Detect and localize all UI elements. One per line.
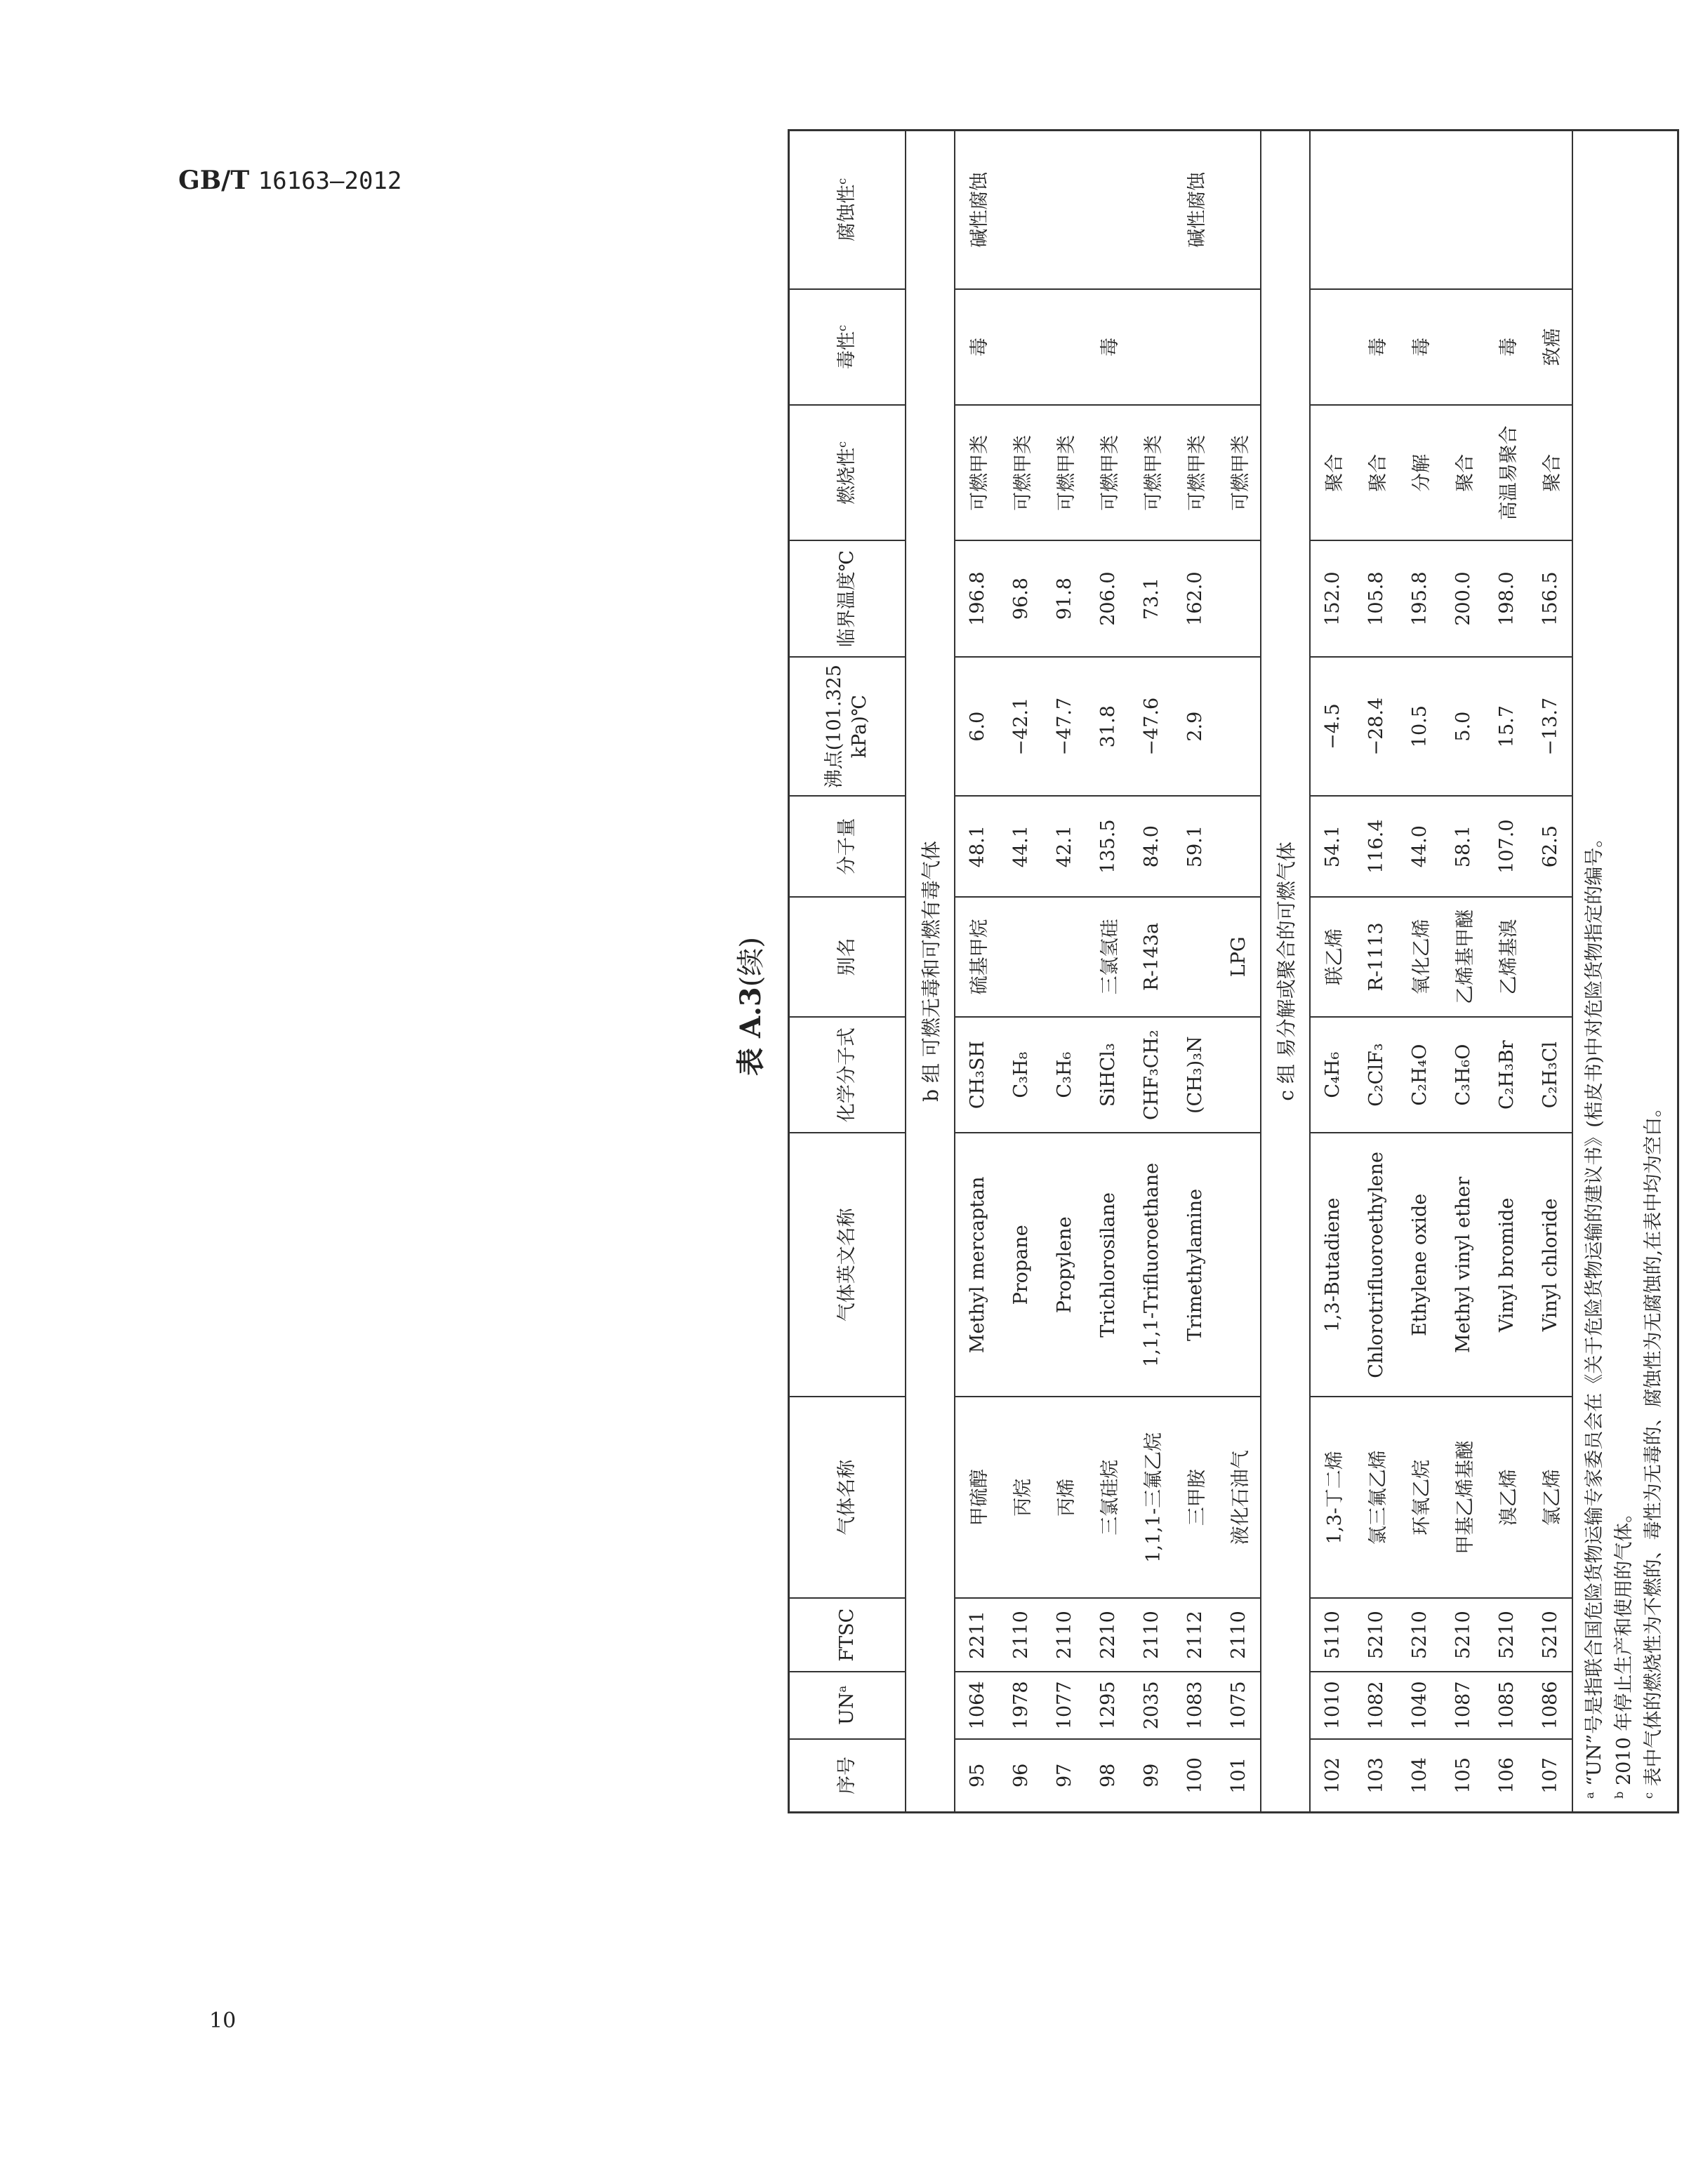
footnote-mark: b: [1612, 1791, 1626, 1799]
footnotes-row: [1572, 131, 1678, 1813]
column-header: [789, 1672, 906, 1739]
column-header-label: 分子量: [835, 818, 858, 875]
cell-alias: [1528, 897, 1572, 1017]
column-header-label: 沸点(101.325 kPa)℃: [823, 665, 870, 789]
group-title-row: [1261, 131, 1310, 1813]
cell-flam: 聚合: [1310, 405, 1354, 540]
cell-ct: 156.5: [1528, 540, 1572, 657]
page-number: 10: [209, 2009, 237, 2033]
cell-flam: 可燃甲类: [955, 405, 999, 540]
table-row: [1310, 131, 1354, 1813]
cell-bp: −13.7: [1528, 657, 1572, 797]
cell-tox: [1441, 289, 1485, 406]
cell-bp: 2.9: [1173, 657, 1217, 797]
cell-flam: 高温易聚合: [1485, 405, 1528, 540]
cell-un: 1087: [1441, 1672, 1485, 1739]
cell-flam: 可燃甲类: [1173, 405, 1217, 540]
cell-flam: 聚合: [1441, 405, 1485, 540]
table-row: [1485, 131, 1528, 1813]
cell-bp: 15.7: [1485, 657, 1528, 797]
column-header: [789, 289, 906, 406]
cell-tox: 毒: [955, 289, 999, 406]
column-header: [789, 1017, 906, 1133]
group-title: c 组 易分解或聚合的可燃气体: [1261, 131, 1310, 1813]
document-header: [178, 166, 402, 195]
column-header-label: 燃烧性: [835, 447, 858, 505]
cell-en: Ethylene oxide: [1398, 1133, 1441, 1397]
cell-ftsc: 2112: [1173, 1598, 1217, 1672]
cell-tox: 致癌: [1528, 289, 1572, 406]
column-header-footnote-mark: c: [835, 441, 849, 448]
column-header-footnote-mark: c: [835, 324, 849, 332]
column-header-label: 腐蚀性: [835, 184, 858, 241]
table-body: [906, 131, 1678, 1813]
cell-ftsc: 2211: [955, 1598, 999, 1672]
column-header: [789, 131, 906, 289]
cell-formula: C₄H₆: [1310, 1017, 1354, 1133]
cell-bp: −28.4: [1354, 657, 1398, 797]
footnote: [1610, 144, 1639, 1799]
cell-corr: 碱性腐蚀: [1173, 131, 1217, 289]
cell-no: 98: [1096, 1763, 1119, 1788]
cell-tox: [1217, 289, 1261, 406]
cell-un: 1082: [1354, 1672, 1398, 1739]
cell-en: [1217, 1133, 1261, 1397]
table-row: [1398, 131, 1441, 1813]
column-header: [789, 540, 906, 657]
header-code: GB/T: [178, 166, 250, 195]
cell-alias: 硫基甲烷: [955, 897, 999, 1017]
cell-ftsc: 5210: [1354, 1598, 1398, 1672]
cell-formula: [1217, 1017, 1261, 1133]
cell-name: 甲硫醇: [955, 1397, 999, 1598]
table-row: [1354, 131, 1398, 1813]
cell-name: 液化石油气: [1217, 1397, 1261, 1598]
column-header: [789, 1739, 906, 1813]
table-row: [1173, 131, 1217, 1813]
cell-no: 107: [1539, 1757, 1561, 1794]
cell-name: 丙烷: [999, 1397, 1042, 1598]
cell-un: 1978: [999, 1672, 1042, 1739]
column-header-label: 气体名称: [835, 1459, 858, 1536]
cell-corr: [1217, 131, 1261, 289]
cell-en: Trichlorosilane: [1086, 1133, 1129, 1397]
table-caption-cont: (续): [735, 937, 767, 987]
cell-alias: R-143a: [1129, 897, 1173, 1017]
cell-ct: 162.0: [1173, 540, 1217, 657]
cell-tox: 毒: [1398, 289, 1441, 406]
cell-ct: [1217, 540, 1261, 657]
cell-bp: 31.8: [1086, 657, 1129, 797]
cell-mw: 44.0: [1398, 796, 1441, 896]
cell-en: Chlorotrifluoroethylene: [1354, 1133, 1398, 1397]
cell-bp: −4.5: [1310, 657, 1354, 797]
cell-formula: C₃H₈: [999, 1017, 1042, 1133]
cell-en: 1,3-Butadiene: [1310, 1133, 1354, 1397]
cell-flam: 可燃甲类: [1086, 405, 1129, 540]
cell-un: 2035: [1129, 1672, 1173, 1739]
cell-alias: [1042, 897, 1086, 1017]
cell-mw: 62.5: [1528, 796, 1572, 896]
cell-name: 甲基乙烯基醚: [1441, 1397, 1485, 1598]
cell-alias: 氧化乙烯: [1398, 897, 1441, 1017]
column-header: [789, 1598, 906, 1672]
cell-tox: 毒: [1354, 289, 1398, 406]
cell-ct: 198.0: [1485, 540, 1528, 657]
cell-mw: 58.1: [1441, 796, 1485, 896]
cell-alias: 乙烯基溴: [1485, 897, 1528, 1017]
cell-formula: CH₃SH: [955, 1017, 999, 1133]
cell-ftsc: 5210: [1441, 1598, 1485, 1672]
cell-no: 106: [1495, 1757, 1518, 1794]
footnote-mark: c: [1641, 1792, 1655, 1799]
column-header-label: 序号: [835, 1756, 858, 1795]
cell-ct: 105.8: [1354, 540, 1398, 657]
cell-formula: C₂H₃Br: [1485, 1017, 1528, 1133]
cell-mw: [1217, 796, 1261, 896]
cell-formula: (CH₃)₃N: [1173, 1017, 1217, 1133]
cell-ftsc: 5210: [1398, 1598, 1441, 1672]
cell-ct: 196.8: [955, 540, 999, 657]
cell-ct: 200.0: [1441, 540, 1485, 657]
cell-tox: 毒: [1485, 289, 1528, 406]
cell-corr: [1042, 131, 1086, 289]
cell-un: 1010: [1310, 1672, 1354, 1739]
cell-mw: 116.4: [1354, 796, 1398, 896]
cell-name: 三氯硅烷: [1086, 1397, 1129, 1598]
cell-corr: [1528, 131, 1572, 289]
cell-un: 1064: [955, 1672, 999, 1739]
cell-formula: C₃H₆O: [1441, 1017, 1485, 1133]
cell-name: 1,1,1-三氟乙烷: [1129, 1397, 1173, 1598]
table-row: [999, 131, 1042, 1813]
table-caption: [720, 122, 782, 1891]
cell-alias: 三氯氢硅: [1086, 897, 1129, 1017]
cell-ct: 152.0: [1310, 540, 1354, 657]
cell-alias: [999, 897, 1042, 1017]
cell-no: 103: [1365, 1757, 1387, 1794]
cell-ct: 73.1: [1129, 540, 1173, 657]
cell-formula: C₂H₃Cl: [1528, 1017, 1572, 1133]
cell-ct: 91.8: [1042, 540, 1086, 657]
cell-en: Propylene: [1042, 1133, 1086, 1397]
cell-flam: 分解: [1398, 405, 1441, 540]
cell-un: 1083: [1173, 1672, 1217, 1739]
footnotes: [1572, 131, 1678, 1813]
cell-bp: −47.7: [1042, 657, 1086, 797]
cell-tox: 毒: [1086, 289, 1129, 406]
cell-ftsc: 2110: [1217, 1598, 1261, 1672]
cell-no: 101: [1227, 1757, 1250, 1794]
table-row: [1086, 131, 1129, 1813]
cell-corr: 碱性腐蚀: [955, 131, 999, 289]
cell-ftsc: 2110: [1042, 1598, 1086, 1672]
cell-formula: SiHCl₃: [1086, 1017, 1129, 1133]
column-header-label: 化学分子式: [835, 1027, 858, 1123]
cell-formula: C₂ClF₃: [1354, 1017, 1398, 1133]
cell-tox: [1042, 289, 1086, 406]
cell-corr: [1129, 131, 1173, 289]
cell-tox: [999, 289, 1042, 406]
column-header-label: FTSC: [835, 1608, 858, 1662]
column-header-label: 临界温度℃: [835, 550, 858, 648]
group-title-row: [906, 131, 955, 1813]
cell-flam: 可燃甲类: [1042, 405, 1086, 540]
cell-corr: [1310, 131, 1354, 289]
cell-bp: −47.6: [1129, 657, 1173, 797]
column-header: [789, 657, 906, 797]
cell-ct: 195.8: [1398, 540, 1441, 657]
cell-ftsc: 2110: [1129, 1598, 1173, 1672]
cell-mw: 42.1: [1042, 796, 1086, 896]
cell-no: 100: [1184, 1757, 1206, 1794]
table-caption-label: 表 A.3: [734, 987, 767, 1076]
cell-en: Propane: [999, 1133, 1042, 1397]
cell-ct: 206.0: [1086, 540, 1129, 657]
footnote-text: “UN”号是指联合国危险货物运输专家委员会在《关于危险货物运输的建议书》(桔皮书)中对危险货物指定的编号。: [1584, 828, 1605, 1792]
cell-mw: 135.5: [1086, 796, 1129, 896]
cell-flam: 聚合: [1354, 405, 1398, 540]
cell-alias: 乙烯基甲醚: [1441, 897, 1485, 1017]
cell-corr: [1441, 131, 1485, 289]
cell-flam: 可燃甲类: [1129, 405, 1173, 540]
cell-formula: CHF₃CH₂: [1129, 1017, 1173, 1133]
cell-en: Methyl mercaptan: [955, 1133, 999, 1397]
group-title: b 组 可燃无毒和可燃有毒气体: [906, 131, 955, 1813]
cell-mw: 48.1: [955, 796, 999, 896]
table-row: [1528, 131, 1572, 1813]
cell-un: 1077: [1042, 1672, 1086, 1739]
cell-corr: [1086, 131, 1129, 289]
cell-name: 环氧乙烷: [1398, 1397, 1441, 1598]
cell-un: 1040: [1398, 1672, 1441, 1739]
cell-alias: [1173, 897, 1217, 1017]
cell-alias: 联乙烯: [1310, 897, 1354, 1017]
cell-name: 1,3-丁二烯: [1310, 1397, 1354, 1598]
column-header: [789, 796, 906, 896]
table-row: [1042, 131, 1086, 1813]
cell-alias: LPG: [1217, 897, 1261, 1017]
header-number: 16163—2012: [258, 167, 402, 195]
cell-tox: [1310, 289, 1354, 406]
gas-table: [788, 129, 1679, 1813]
cell-en: Vinyl chloride: [1528, 1133, 1572, 1397]
column-header: [789, 1133, 906, 1397]
table-row: [1441, 131, 1485, 1813]
cell-no: 97: [1053, 1763, 1075, 1788]
cell-flam: 可燃甲类: [1217, 405, 1261, 540]
table-header-row: [789, 131, 906, 1813]
column-header: [789, 405, 906, 540]
column-header: [789, 1397, 906, 1598]
cell-un: 1086: [1528, 1672, 1572, 1739]
cell-en: Trimethylamine: [1173, 1133, 1217, 1397]
cell-name: 溴乙烯: [1485, 1397, 1528, 1598]
cell-name: 氯乙烯: [1528, 1397, 1572, 1598]
footnote-mark: a: [1583, 1792, 1596, 1799]
cell-name: 三甲胺: [1173, 1397, 1217, 1598]
cell-flam: 可燃甲类: [999, 405, 1042, 540]
cell-no: 95: [966, 1763, 988, 1788]
cell-en: Methyl vinyl ether: [1441, 1133, 1485, 1397]
table-row: [1217, 131, 1261, 1813]
footnote: [1580, 144, 1610, 1799]
cell-corr: [1398, 131, 1441, 289]
cell-corr: [1354, 131, 1398, 289]
column-header-label: UN: [835, 1692, 858, 1725]
cell-mw: 59.1: [1173, 796, 1217, 896]
cell-ftsc: 2210: [1086, 1598, 1129, 1672]
cell-en: Vinyl bromide: [1485, 1133, 1528, 1397]
cell-mw: 44.1: [999, 796, 1042, 896]
column-header-label: 毒性: [835, 331, 858, 370]
column-header-footnote-mark: a: [835, 1685, 849, 1693]
cell-name: 氯三氟乙烯: [1354, 1397, 1398, 1598]
cell-no: 96: [1009, 1763, 1032, 1788]
cell-no: 105: [1452, 1757, 1474, 1794]
rotated-table-page: [720, 122, 1703, 1891]
cell-no: 104: [1408, 1757, 1431, 1794]
cell-tox: [1129, 289, 1173, 406]
cell-name: 丙烯: [1042, 1397, 1086, 1598]
cell-ftsc: 5210: [1485, 1598, 1528, 1672]
cell-alias: R-1113: [1354, 897, 1398, 1017]
cell-un: 1295: [1086, 1672, 1129, 1739]
cell-un: 1075: [1217, 1672, 1261, 1739]
cell-no: 99: [1140, 1763, 1162, 1788]
cell-corr: [999, 131, 1042, 289]
cell-corr: [1485, 131, 1528, 289]
cell-ftsc: 5210: [1528, 1598, 1572, 1672]
footnote-text: 2010 年停止生产和使用的气体。: [1612, 1503, 1635, 1792]
table-row: [955, 131, 999, 1813]
cell-bp: 6.0: [955, 657, 999, 797]
cell-formula: C₂H₄O: [1398, 1017, 1441, 1133]
cell-bp: 10.5: [1398, 657, 1441, 797]
cell-mw: 84.0: [1129, 796, 1173, 896]
cell-formula: C₃H₆: [1042, 1017, 1086, 1133]
cell-ftsc: 2110: [999, 1598, 1042, 1672]
cell-mw: 107.0: [1485, 796, 1528, 896]
cell-bp: 5.0: [1441, 657, 1485, 797]
table-row: [1129, 131, 1173, 1813]
column-header-footnote-mark: c: [835, 178, 849, 185]
cell-tox: [1173, 289, 1217, 406]
cell-no: 102: [1321, 1757, 1344, 1794]
cell-bp: −42.1: [999, 657, 1042, 797]
footnote-text: 表中气体的燃烧性为不燃的、毒性为无毒的、腐蚀性为无腐蚀的,在表中均为空白。: [1642, 1098, 1664, 1792]
column-header-label: 气体英文名称: [835, 1208, 858, 1322]
cell-bp: [1217, 657, 1261, 797]
column-header-label: 别名: [835, 938, 858, 976]
footnote: [1639, 144, 1669, 1799]
column-header: [789, 897, 906, 1017]
cell-flam: 聚合: [1528, 405, 1572, 540]
cell-un: 1085: [1485, 1672, 1528, 1739]
cell-mw: 54.1: [1310, 796, 1354, 896]
cell-ct: 96.8: [999, 540, 1042, 657]
cell-ftsc: 5110: [1310, 1598, 1354, 1672]
cell-en: 1,1,1-Trifluoroethane: [1129, 1133, 1173, 1397]
